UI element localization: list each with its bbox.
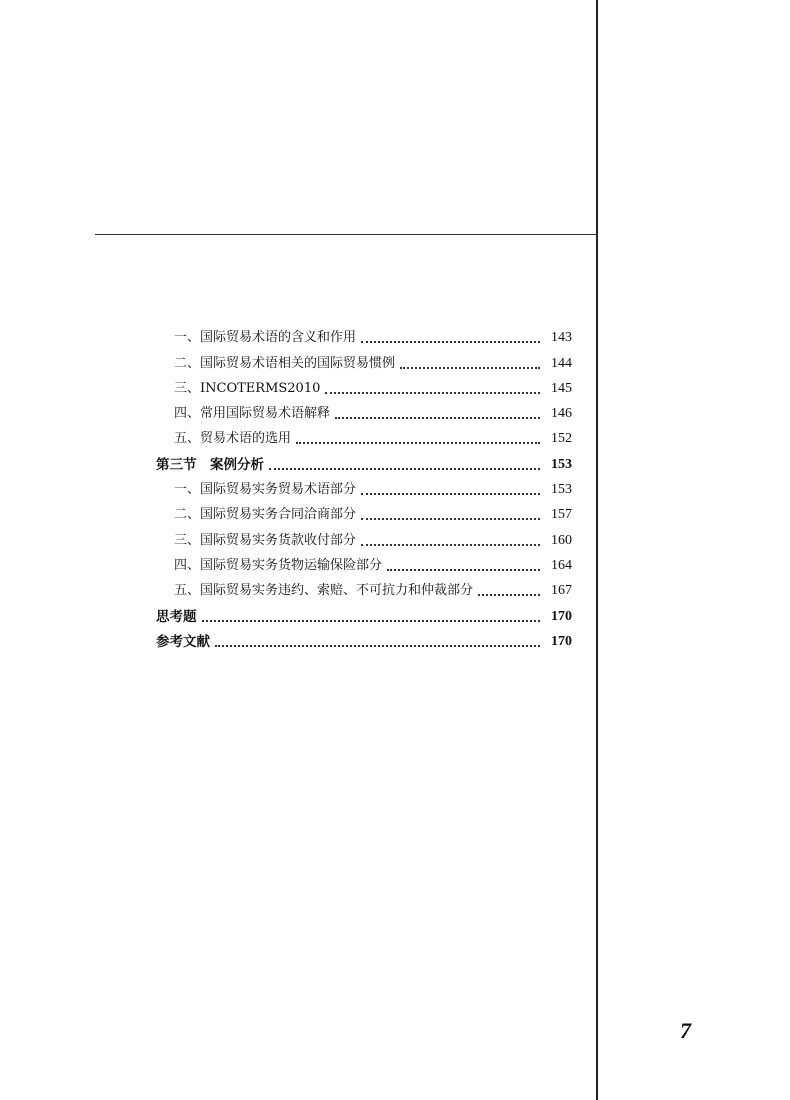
toc-section-label: 参考文献: [156, 633, 210, 650]
dot-leader: [361, 512, 540, 520]
toc-entry[interactable]: [156, 474, 572, 499]
toc-entry[interactable]: [156, 423, 572, 448]
dot-leader: [325, 386, 540, 394]
toc-entry-label: 三、国际贸易实务货款收付部分: [174, 532, 357, 548]
dot-leader: [215, 639, 540, 647]
toc-entry-page: 157: [551, 507, 572, 523]
page-number: 7: [680, 1018, 691, 1043]
horizontal-rule: [95, 234, 597, 235]
toc-entry-label: 二、国际贸易术语相关的国际贸易惯例: [174, 355, 396, 371]
toc-entry-label: 四、国际贸易实务货物运输保险部分: [174, 557, 383, 573]
toc-entry[interactable]: [156, 499, 572, 524]
dot-leader: [335, 411, 540, 419]
toc-entry-page: 144: [551, 355, 572, 371]
toc-entry-label: 二、国际贸易实务合同洽商部分: [174, 507, 357, 523]
toc-section-label: 第三节 案例分析: [156, 456, 264, 473]
toc-section-entry[interactable]: [156, 448, 572, 473]
dot-leader: [361, 487, 540, 495]
dot-leader: [202, 614, 541, 622]
toc-entry[interactable]: [156, 550, 572, 575]
vertical-rule: [596, 0, 598, 1100]
toc-entry[interactable]: [156, 347, 572, 372]
toc-section-entry[interactable]: [156, 626, 572, 651]
toc-entry-label: 一、国际贸易术语的含义和作用: [174, 330, 357, 346]
toc-entry[interactable]: [156, 575, 572, 600]
toc-entry-label: 三、INCOTERMS2010: [174, 380, 321, 396]
toc-entry[interactable]: [156, 373, 572, 398]
dot-leader: [361, 538, 540, 546]
toc-entry-label: 四、常用国际贸易术语解释: [174, 406, 331, 422]
toc-section-page: 153: [551, 456, 572, 472]
toc-entry-page: 152: [551, 431, 572, 447]
dot-leader: [296, 436, 540, 444]
table-of-contents: [156, 322, 572, 651]
toc-entry-page: 160: [551, 532, 572, 548]
toc-entry-page: 145: [551, 380, 572, 396]
toc-entry-page: 146: [551, 406, 572, 422]
toc-entry-label: 一、国际贸易实务贸易术语部分: [174, 482, 357, 498]
dot-leader: [269, 462, 540, 470]
toc-entry-page: 167: [551, 583, 572, 599]
toc-entry-page: 164: [551, 557, 572, 573]
toc-entry-label: 五、国际贸易实务违约、索赔、不可抗力和仲裁部分: [174, 583, 474, 599]
toc-section-page: 170: [551, 608, 572, 624]
toc-entry[interactable]: [156, 398, 572, 423]
toc-entry[interactable]: [156, 524, 572, 549]
toc-entry-label: 五、贸易术语的选用: [174, 431, 292, 447]
toc-entry-page: 153: [551, 482, 572, 498]
toc-entry-page: 143: [551, 330, 572, 346]
dot-leader: [361, 335, 540, 343]
toc-section-entry[interactable]: [156, 600, 572, 625]
toc-section-label: 思考题: [156, 608, 197, 625]
toc-entry[interactable]: [156, 322, 572, 347]
dot-leader: [400, 361, 540, 369]
toc-section-page: 170: [551, 633, 572, 649]
dot-leader: [478, 588, 540, 596]
dot-leader: [387, 563, 540, 571]
